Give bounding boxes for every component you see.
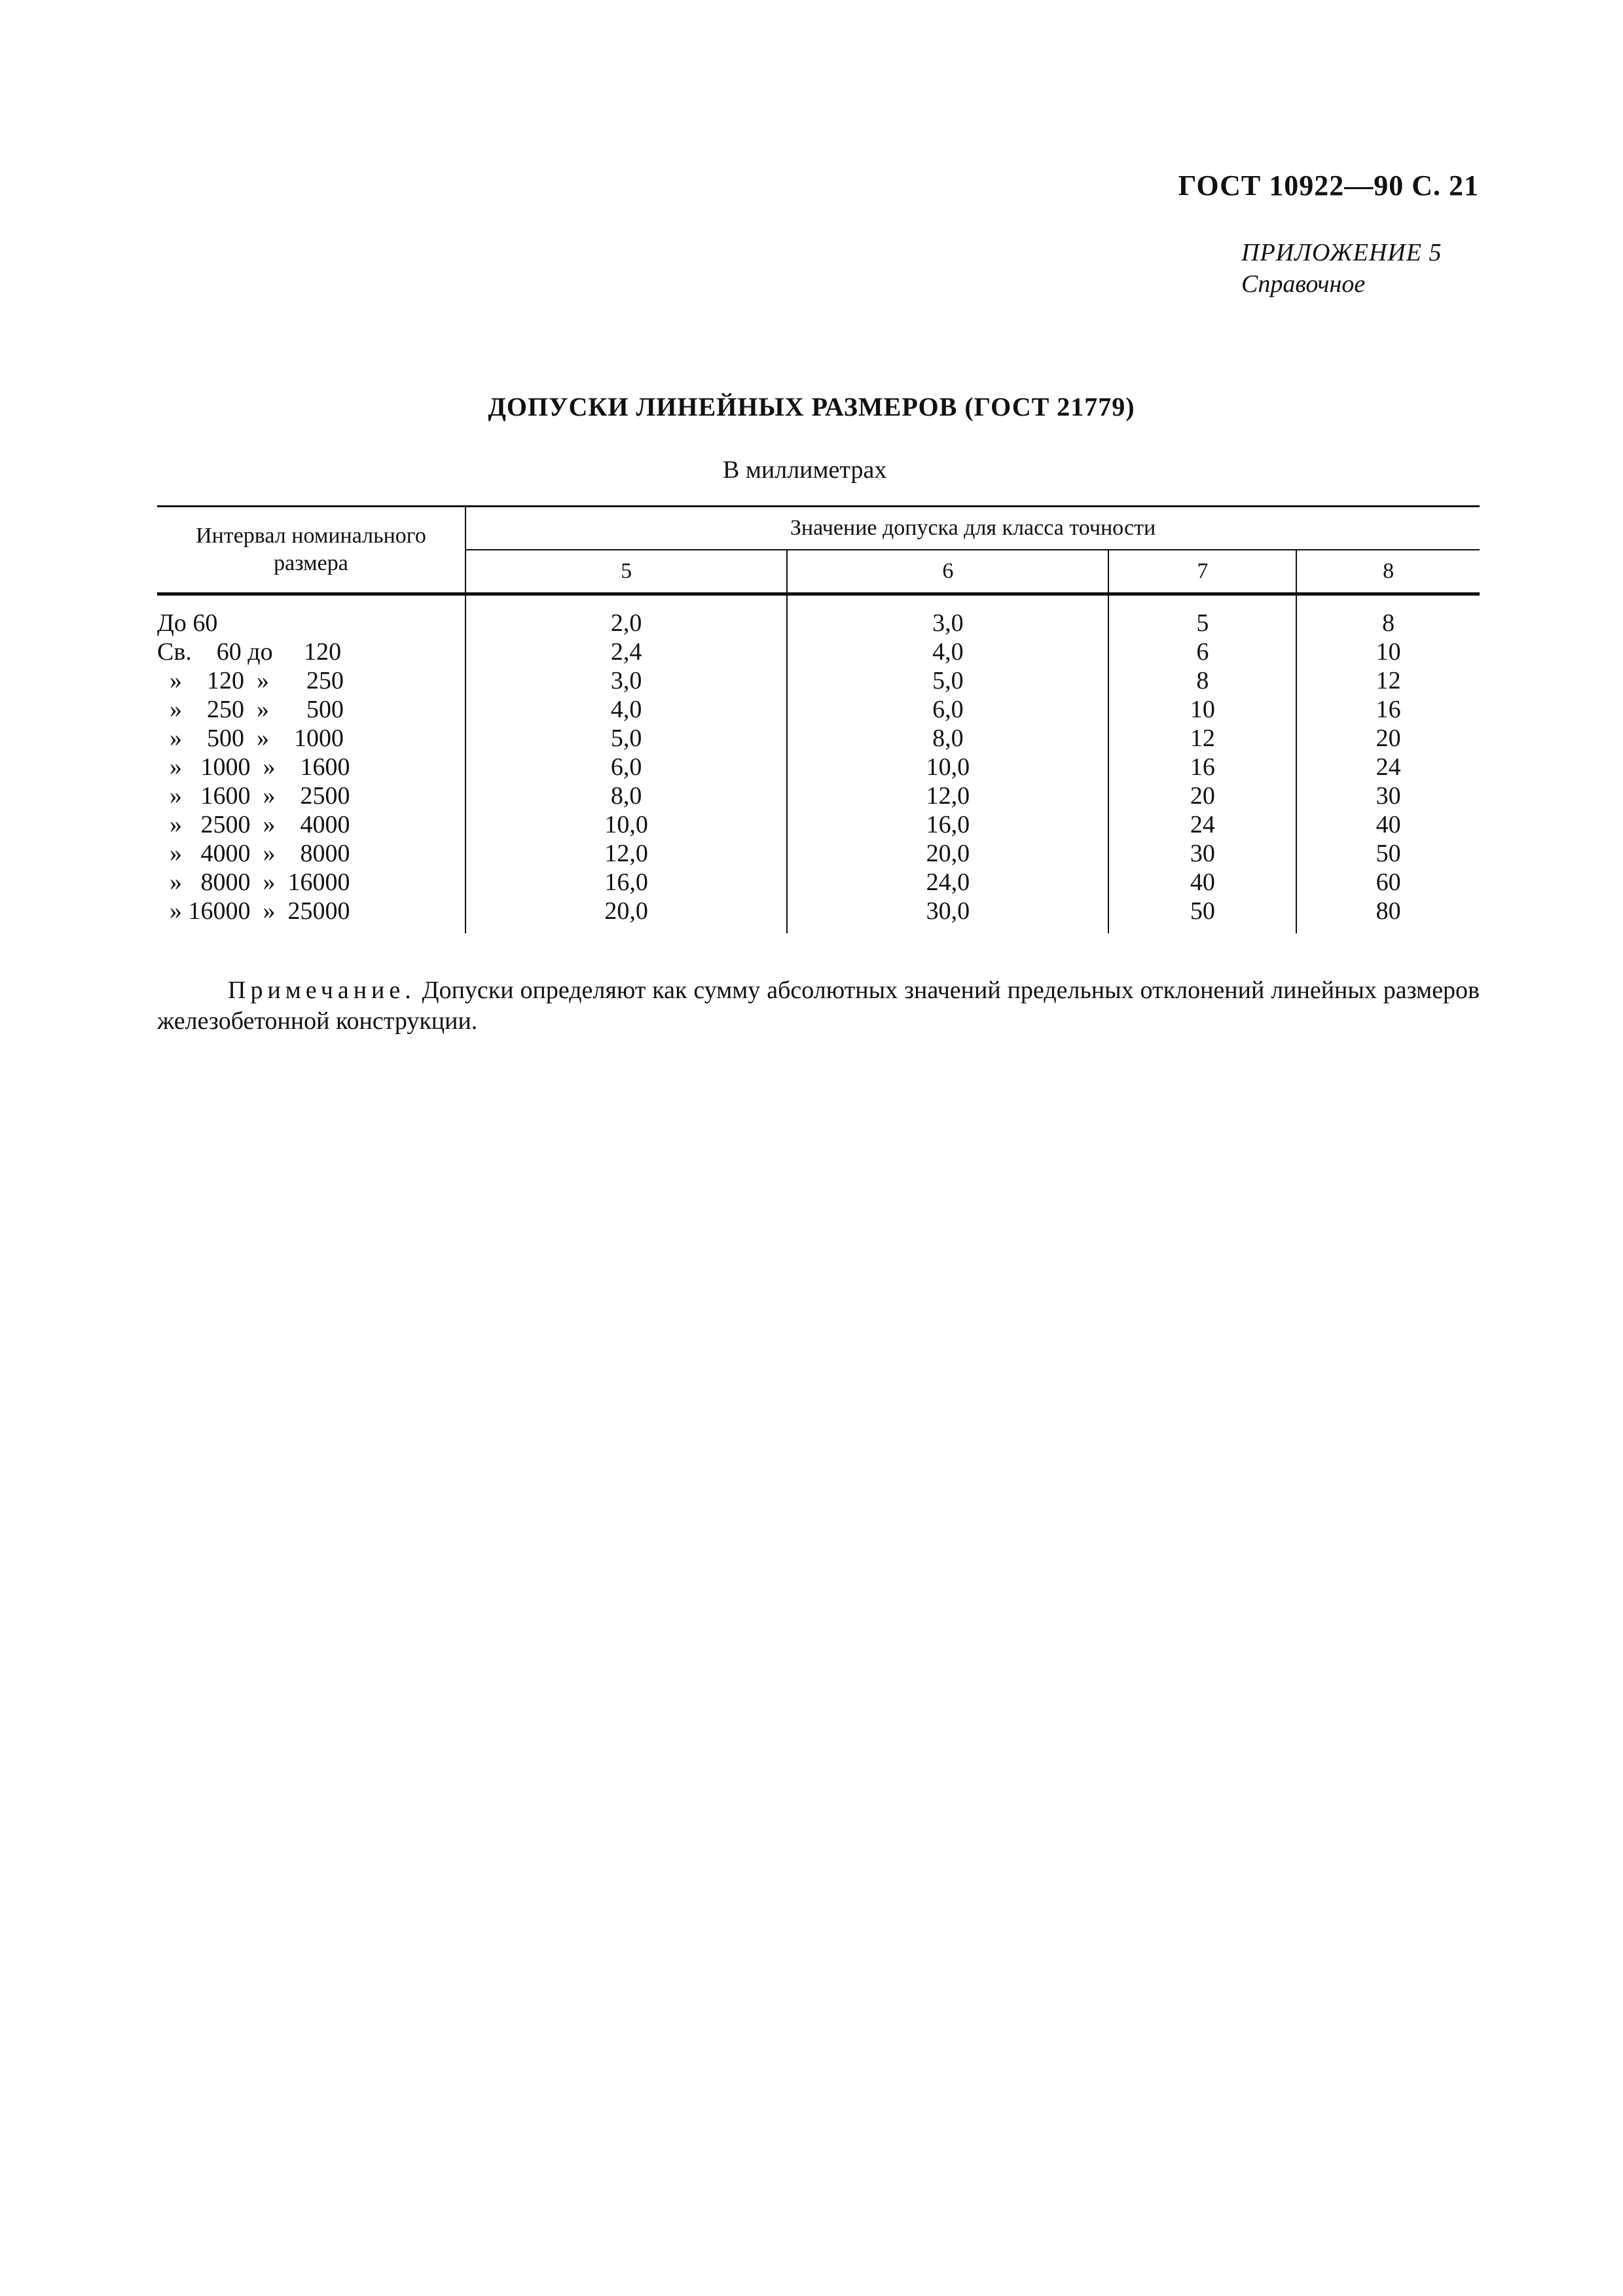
note-text: Допуски определяют как сумму абсолютных значений предельных отклонений линейных размеров железобетонной конструкции. [157,977,1480,1035]
value-cell: 12,0 [604,840,648,867]
value-cell: 10,0 [604,811,648,838]
value-cell: 3,0 [610,667,642,694]
value-cell: 30,0 [787,897,1108,933]
interval-cell: » 120 » 250 [157,666,465,695]
interval-cell: Св. 60 до 120 [157,637,465,666]
value-cell: 5,0 [610,725,642,752]
page-reference: ГОСТ 10922—90 С. 21 [1178,170,1479,202]
interval-cell: » 4000 » 8000 [157,839,465,868]
class-header-6: 6 [787,550,1108,594]
table-row [157,781,1480,810]
appendix-block [1241,237,1442,300]
table-row [157,868,1480,897]
value-cell: 3,0 [787,594,1108,638]
value-cell: 8,0 [610,782,642,810]
document-title: ДОПУСКИ ЛИНЕЙНЫХ РАЗМЕРОВ (ГОСТ 21779) [488,392,1135,422]
interval-cell: » 16000 » 25000 [157,897,465,933]
value-cell: 8 [1296,594,1480,638]
units-caption: В миллиметрах [723,456,887,484]
table-note [157,975,1480,1037]
value-cell: 20,0 [787,839,1108,868]
value-cell: 50 [1296,839,1480,868]
table-row [157,897,1480,933]
value-cell: 16,0 [787,810,1108,839]
value-cell: 10 [1108,695,1296,724]
value-cell: 20,0 [604,897,648,925]
interval-cell: » 250 » 500 [157,695,465,724]
value-cell: 80 [1296,897,1480,933]
value-cell: 2,4 [610,638,642,666]
interval-column-header: Интервал номинального размера [157,507,465,594]
value-cell: 50 [1108,897,1296,933]
interval-cell: » 1000 » 1600 [157,753,465,781]
value-cell: 16 [1108,753,1296,781]
table-row [157,810,1480,839]
value-cell: 60 [1296,868,1480,897]
tolerance-group-header: Значение допуска для класса точности [465,507,1480,550]
value-cell: 4,0 [787,637,1108,666]
table-row [157,839,1480,868]
value-cell: 30 [1108,839,1296,868]
value-cell: 20 [1296,724,1480,753]
value-cell: 12,0 [787,781,1108,810]
value-cell: 4,0 [610,696,642,723]
appendix-type: Справочное [1241,270,1366,298]
note-label: Примечание. [228,977,416,1004]
value-cell: 16,0 [604,869,648,896]
value-cell: 5,0 [787,666,1108,695]
table-row [157,695,1480,724]
value-cell: 24,0 [787,868,1108,897]
value-cell: 40 [1108,868,1296,897]
value-cell: 6,0 [787,695,1108,724]
interval-cell: » 1600 » 2500 [157,781,465,810]
value-cell: 10,0 [787,753,1108,781]
interval-cell: » 8000 » 16000 [157,868,465,897]
value-cell: 20 [1108,781,1296,810]
class-header-7: 7 [1108,550,1296,594]
table-row [157,637,1480,666]
value-cell: 12 [1108,724,1296,753]
table-row [157,666,1480,695]
value-cell: 24 [1296,753,1480,781]
value-cell: 2,0 [610,609,642,637]
class-header-8: 8 [1296,550,1480,594]
interval-cell: » 500 » 1000 [157,724,465,753]
value-cell: 6,0 [610,753,642,781]
value-cell: 8,0 [787,724,1108,753]
appendix-label: ПРИЛОЖЕНИЕ 5 [1241,239,1442,266]
value-cell: 40 [1296,810,1480,839]
value-cell: 5 [1108,594,1296,638]
interval-cell: До 60 [157,594,465,638]
value-cell: 12 [1296,666,1480,695]
value-cell: 8 [1108,666,1296,695]
table-row [157,753,1480,781]
value-cell: 16 [1296,695,1480,724]
value-cell: 30 [1296,781,1480,810]
tolerance-table [157,505,1480,933]
class-header-5: 5 [465,550,787,594]
table-row [157,724,1480,753]
table-row [157,594,1480,638]
value-cell: 6 [1108,637,1296,666]
value-cell: 10 [1296,637,1480,666]
value-cell: 24 [1108,810,1296,839]
interval-cell: » 2500 » 4000 [157,810,465,839]
